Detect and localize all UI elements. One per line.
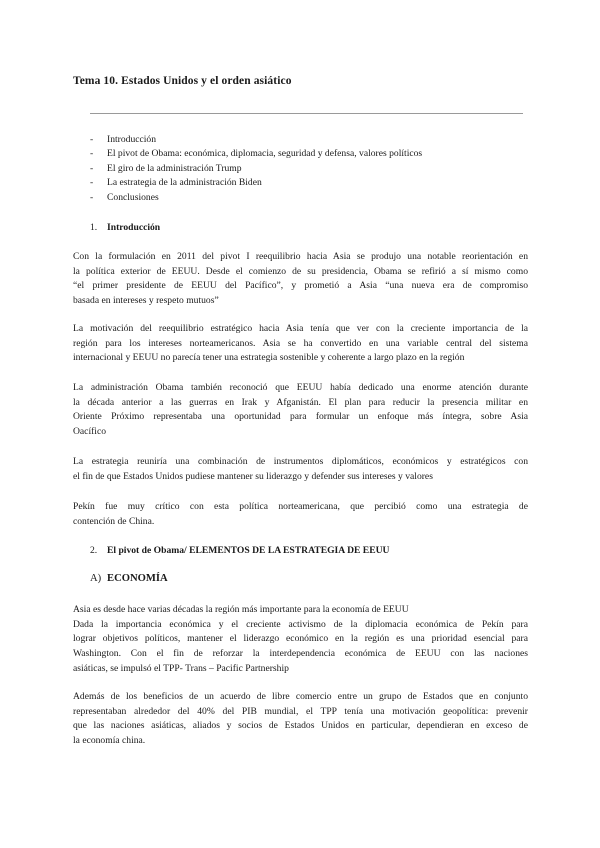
paragraph: Pekín fue muy crítico con esta política norteamericana, que percibió como una estrategia de contención de China. — [73, 501, 528, 527]
section-heading-introduccion: 1. Introducción — [90, 222, 161, 233]
list-item: - El pivot de Obama: económica, diplomacia, seguridad y defensa, valores políticos — [90, 147, 422, 161]
paragraph: La estrategia reuniría una combinación de instrumentos diplomáticos, económicos y estratégicos con el fin de que Estados Unidos pudiese mantener su liderazgo y defender sus intereses y valores — [73, 456, 528, 482]
paragraph: Con la formulación en 2011 del pivot I reequilibrio hacia Asia se produjo una notable reorientación en la política exterior de EEUU. Desde el comienzo de su presidencia, Obama se refirió a sí mismo como “el primer presidente de EEUU del Pacífico”, y prometió a Asia “una nueva era de compromiso basada en intereses y respeto mutuos” — [73, 251, 528, 307]
horizontal-divider — [90, 113, 523, 114]
dash-bullet: - — [90, 177, 94, 189]
paragraph: La motivación del reequilibrio estratégico hacia Asia tenía que ver con la creciente importancia de la región para los intereses norteamericanos. Asia se ha convertido en una variable central del sistema internacional y EEUU no parecía tener una estrategia sostenible y coherente a largo plazo en la región — [73, 323, 528, 364]
section-heading-pivot-obama: 2. El pivot de Obama/ ELEMENTOS DE LA ESTRATEGIA DE EEUU — [90, 545, 390, 556]
list-item: - La estrategia de la administración Biden — [90, 176, 422, 190]
list-item: - Introducción — [90, 133, 422, 147]
subsection-heading-economia: A) ECONOMÍA — [90, 573, 168, 584]
topic-list — [90, 133, 422, 205]
paragraph: Asia es desde hace varias décadas la región más importante para la economía de EEUU Dada la importancia económica y el creciente activismo de la diplomacia económica de Pekín para lograr objetivos políticos, mantener el liderazgo económico en la región es una prioridad esencial para Washington. Con el fin de reforzar la interdependencia económica de EEUU con las naciones asiáticas, se impulsó el TPP- Trans – Pacific Partnership — [73, 604, 528, 674]
paragraph: La administración Obama también reconoció que EEUU había dedicado una enorme atención durante la década anterior a las guerras en Irak y Afganistán. El plan para reducir la presencia militar en Oriente Próximo representaba una oportunidad para formular un enfoque más íntegra, sobre Asia Oacífico — [73, 382, 528, 438]
list-item: - Conclusiones — [90, 191, 422, 205]
paragraph: Además de los beneficios de un acuerdo de libre comercio entre un grupo de Estados que en conjunto representaban alrededor del 40% del PIB mundial, el TPP tenía una motivación geopolítica: prevenir que las naciones asiáticas, aliados y socios de Estados Unidos en particular, dependieran en exceso de la economía china. — [73, 691, 528, 747]
list-item: - El giro de la administración Trump — [90, 162, 422, 176]
dash-bullet: - — [90, 191, 94, 203]
dash-bullet: - — [90, 148, 94, 160]
dash-bullet: - — [90, 162, 94, 174]
dash-bullet: - — [90, 134, 94, 145]
document-title: Tema 10. Estados Unidos y el orden asiático — [73, 75, 292, 87]
